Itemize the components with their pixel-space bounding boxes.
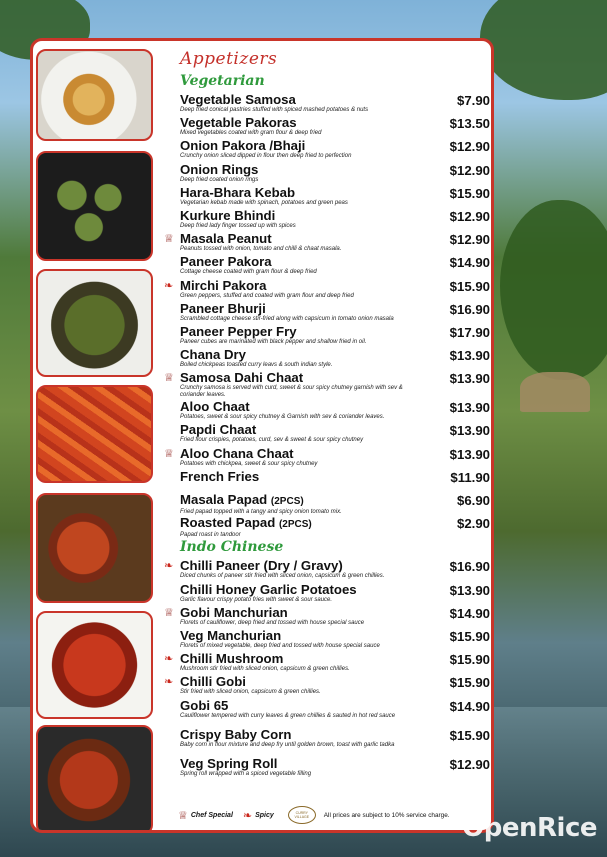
item-portion: (2PCS): [270, 496, 304, 507]
chilli-icon: ❧: [164, 653, 174, 666]
item-price: $2.90: [456, 516, 490, 532]
menu-card: [30, 38, 494, 833]
menu-item: [164, 674, 490, 698]
menu-item: [180, 186, 490, 209]
menu-item: [164, 604, 490, 629]
item-name: Masala Papad: [180, 492, 268, 507]
item-name-line: [180, 493, 490, 509]
item-price: $7.90: [456, 93, 490, 108]
item-name: Gobi 65: [180, 697, 229, 713]
item-description: Garlic flavour crispy potato fries with sweet & sour sauce.: [180, 596, 333, 603]
item-price: $16.90: [449, 301, 490, 317]
chilli-mushroom-photo: [36, 725, 153, 833]
item-name-line: [180, 186, 490, 200]
menu-item: [180, 728, 490, 757]
menu-item: [180, 400, 490, 423]
item-description: Cottage cheese coated with gram flour & deep fried: [180, 269, 317, 276]
item-description: Florets of cauliflower, deep fried and tossed with house special sauce: [180, 619, 365, 626]
item-name-line: [180, 652, 490, 666]
item-name: Roasted Papad: [180, 515, 276, 531]
item-price: $12.90: [449, 162, 490, 178]
item-description: Boiled chickpeas toasted curry leavs & south indian style.: [180, 362, 333, 369]
chilli-icon: ❧: [164, 676, 174, 689]
item-name: Papdi Chaat: [180, 422, 257, 438]
item-price: $11.90: [450, 469, 490, 485]
item-description: Mushroom stir fried with sliced onion, capsicum & green chillies.: [180, 666, 350, 673]
item-price: $15.90: [449, 652, 490, 668]
menu-item: [180, 139, 490, 162]
item-price: $13.90: [449, 371, 490, 387]
item-description: Deep fried conical pastries stuffed with spiced mashed potatoes & nuts: [180, 107, 369, 113]
item-description: Peanuts tossed with onion, tomato and chilli & chaat masala.: [180, 246, 342, 253]
item-price: $13.90: [449, 446, 490, 462]
chef-hat-icon: ♕: [178, 809, 188, 822]
legend-footer: [178, 804, 490, 826]
menu-item: [180, 516, 490, 539]
item-price: $16.90: [449, 559, 490, 575]
item-name: Gobi Manchurian: [180, 604, 288, 620]
item-name: Paneer Pepper Fry: [180, 323, 297, 339]
samosa-photo: [36, 49, 153, 141]
menu-item: [164, 558, 490, 582]
item-name-line: [180, 93, 490, 107]
item-name-line: [180, 139, 490, 153]
menu-item: [164, 231, 490, 255]
menu-item: [164, 651, 490, 675]
item-name-line: [180, 516, 490, 532]
item-price: $13.90: [449, 582, 490, 598]
item-price: $6.90: [456, 493, 490, 508]
item-description: Mixed vegetables coated with gram flour & deep fried: [180, 130, 322, 137]
item-name-line: [180, 447, 490, 461]
item-description: Fried flour crispies, potatoes, curd, sev & sweet & sour spicy chutney: [180, 437, 364, 444]
chilli-paneer-photo: [36, 493, 153, 603]
menu-item: [180, 699, 490, 728]
menu-item: [180, 116, 490, 139]
item-description: Scrambled cottage cheese stir-fried along with capsicum in tomato onion masala: [180, 315, 394, 322]
item-name-line: [180, 423, 490, 437]
palm-foliage-top-right: [480, 0, 607, 100]
item-description: Stir fried with sliced onion, capsicum & green chillies.: [180, 689, 321, 696]
item-name: Kurkure Bhindi: [180, 207, 276, 223]
menu-item: [180, 163, 490, 186]
item-name: Chana Dry: [180, 347, 246, 363]
item-name: Aloo Chaat: [180, 399, 250, 415]
menu-item: [180, 757, 490, 780]
item-name: Veg Spring Roll: [180, 755, 278, 771]
menu-title: Appetizers: [180, 49, 278, 69]
chef-hat-icon: ♕: [164, 447, 174, 460]
item-name-line: [180, 470, 490, 484]
item-name: Paneer Bhurji: [180, 300, 266, 316]
item-price: $12.90: [449, 756, 490, 772]
item-price: $13.90: [449, 400, 490, 416]
thatched-hut: [520, 372, 590, 412]
item-name: Chilli Honey Garlic Potatoes: [180, 581, 357, 597]
item-description: Deep fried lady finger tossed up with spices: [180, 222, 296, 229]
item-name: Vegetable Pakoras: [180, 115, 297, 131]
item-price: $14.90: [449, 605, 490, 621]
item-description: Deep fried coated onion rings: [180, 176, 259, 183]
item-name: Paneer Pakora: [180, 254, 272, 270]
item-description: Paneer cubes are marinated with black pepper and shallow fried in oil.: [180, 338, 367, 345]
chilli-icon: ❧: [164, 279, 174, 292]
section-heading: Indo Chinese: [180, 539, 284, 556]
item-name-line: [180, 675, 490, 689]
item-name: Masala Peanut: [180, 231, 272, 247]
item-name-line: [180, 255, 490, 269]
menu-item: [164, 370, 490, 400]
item-description: Spring roll wrapped with a spiced vegetable filling: [180, 770, 312, 777]
item-price: $13.50: [449, 116, 490, 132]
menu-item: [180, 302, 490, 325]
spicy-label: Spicy: [255, 811, 274, 819]
item-price: $13.90: [449, 348, 490, 364]
french-fries-photo: [36, 385, 153, 483]
item-name-line: [180, 325, 490, 339]
item-name-line: [180, 209, 490, 223]
item-name: Mirchi Pakora: [180, 277, 267, 293]
item-name: Aloo Chana Chaat: [180, 445, 294, 461]
item-description: Potatoes, sweet & sour spicy chutney & Garnish with sev & coriander leaves.: [180, 414, 385, 421]
menu-item: [164, 277, 490, 302]
item-description: Florets of mixed vegetable, deep fried and tossed with house special sauce: [180, 642, 380, 649]
item-description: Potatoes with chickpea, sweet & sour spicy chutney: [180, 460, 318, 467]
item-description: Crunchy samosa is served with curd, sweet & sour spicy chutney garnish with sev & coriander leaves.: [180, 385, 403, 399]
item-description: Green peppers, stuffed and coated with gram flour and deep fried: [180, 292, 354, 299]
item-name: Chilli Gobi: [180, 674, 246, 690]
menu-item: [180, 470, 490, 493]
restaurant-logo: CURRY VILLAGE: [288, 806, 316, 824]
item-price: $13.90: [449, 423, 490, 439]
item-description: Diced chunks of paneer stir fried with sliced onion, capsicum & green chillies.: [180, 573, 385, 580]
item-price: $15.90: [449, 675, 490, 691]
menu-item: [180, 209, 490, 232]
item-name: Hara-Bhara Kebab: [180, 184, 296, 200]
chef-special-label: Chef Special: [190, 811, 233, 819]
item-name-line: [180, 559, 490, 573]
item-description: Vegetarian kebab made with spinach, potatoes and green peas: [180, 199, 348, 206]
item-name-line: [180, 348, 490, 362]
item-name: Crispy Baby Corn: [180, 726, 292, 742]
item-name: Onion Rings: [180, 161, 259, 177]
menu-list: [164, 49, 490, 780]
chef-hat-icon: ♕: [164, 233, 174, 246]
item-name-line: [180, 583, 490, 597]
item-price: $12.90: [449, 139, 490, 155]
item-name-line: [180, 400, 490, 414]
item-name-line: [180, 699, 490, 713]
item-name-line: [180, 302, 490, 316]
item-description: Crunchy onion sliced dipped in flour then deep fried to perfection: [180, 153, 352, 160]
item-price: $15.90: [449, 727, 490, 743]
chef-hat-icon: ♕: [164, 606, 174, 619]
item-name-line: [180, 606, 490, 620]
gobi-manchurian-photo: [36, 611, 153, 719]
menu-item: [180, 493, 490, 516]
menu-item: [180, 93, 490, 116]
item-name: Chilli Paneer (Dry / Gravy): [180, 558, 343, 574]
item-name: Onion Pakora /Bhaji: [180, 138, 306, 154]
item-name-line: [180, 116, 490, 130]
item-name-line: [180, 629, 490, 643]
item-price: $14.90: [449, 698, 490, 714]
item-price: $15.90: [449, 278, 490, 294]
item-name-line: [180, 163, 490, 177]
kurkure-bhindi-photo: [36, 269, 153, 377]
item-price: $12.90: [449, 208, 490, 224]
chef-hat-icon: ♕: [164, 372, 174, 385]
menu-item: [164, 445, 490, 470]
item-name: Veg Manchurian: [180, 627, 282, 643]
item-name-line: [180, 279, 490, 293]
service-charge-note: All prices are subject to 10% service charge.: [323, 811, 450, 819]
item-name: Vegetable Samosa: [180, 92, 296, 107]
menu-item: [180, 255, 490, 278]
section-heading: Vegetarian: [180, 73, 265, 89]
palm-foliage-mid-right: [500, 200, 607, 380]
item-price: $15.90: [449, 185, 490, 201]
item-portion: (2PCS): [278, 519, 312, 531]
item-description: Fried papad topped with a tangy and spicy onion tomato mix.: [180, 509, 342, 515]
item-price: $17.90: [449, 324, 490, 340]
item-price: $14.90: [449, 255, 490, 271]
item-name-line: [180, 232, 490, 246]
menu-item: [180, 583, 490, 606]
item-name: French Fries: [180, 468, 260, 484]
menu-item: [180, 423, 490, 446]
hara-bhara-kebab-photo: [36, 151, 153, 261]
item-name: Samosa Dahi Chaat: [180, 370, 304, 386]
openrice-watermark: OpenRice: [462, 813, 597, 843]
item-name-line: [180, 728, 490, 742]
chilli-icon: ❧: [242, 809, 253, 822]
menu-item: [180, 325, 490, 348]
item-name: Chilli Mushroom: [180, 651, 284, 667]
item-name-line: [180, 371, 490, 385]
menu-item: [180, 629, 490, 652]
item-price: $12.90: [449, 232, 490, 248]
item-description: Papad roast in tandoor: [180, 532, 241, 539]
item-name-line: [180, 757, 490, 771]
item-description: Cauliflower tempered with curry leaves & green chillies & sauted in hot red sauce: [180, 712, 396, 719]
menu-item: [180, 348, 490, 371]
item-price: $15.90: [449, 628, 490, 644]
chilli-icon: ❧: [164, 560, 174, 573]
item-description: Baby corn in flour mixture and deep fry until golden brown, toast with garlic tadka: [180, 741, 395, 748]
